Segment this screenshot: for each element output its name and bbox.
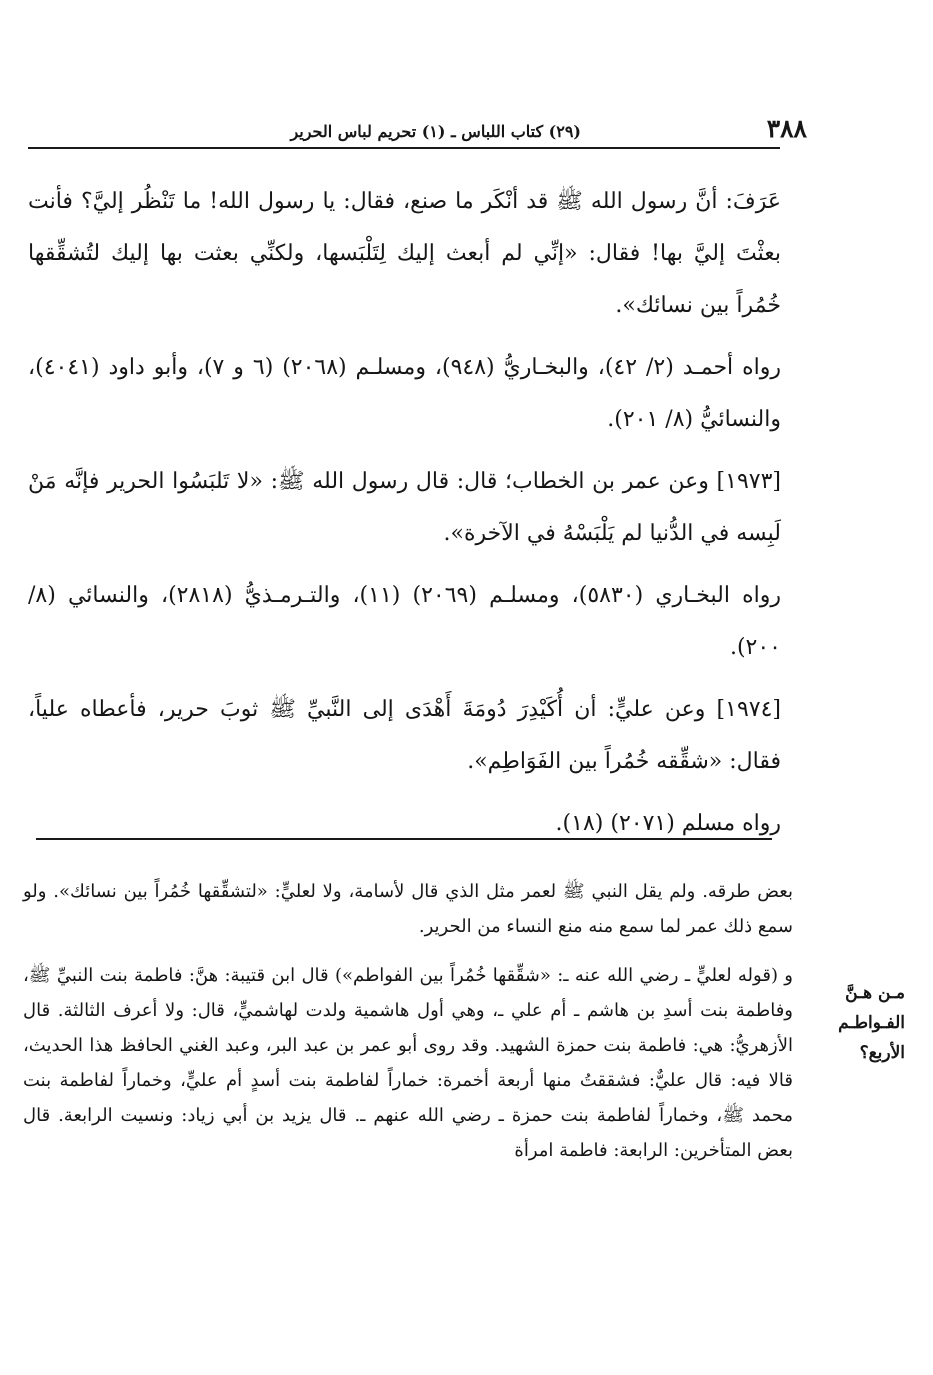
page-number: ٣٨٨: [766, 114, 807, 143]
hadith-text: [28, 176, 781, 860]
commentary-separator: [36, 838, 772, 840]
commentary-paragraph: بعض طرقه. ولم يقل النبي ﷺ لعمر مثل الذي قال لأسامة، ولا لعليٍّ: «لتشقِّقها خُمُراً بين نسائك». ولو سمع ذلك عمر لما سمع منه منع النساء من الحرير.: [23, 881, 793, 937]
side-heading: مـن هـنَّ الفـواطـم الأربع؟: [838, 983, 905, 1063]
chapter-title: (٢٩) كتاب اللباس ـ (١) تحريم لباس الحرير: [290, 122, 581, 141]
hadith-paragraph: عَرَفَ: أنَّ رسول الله ﷺ قد أنْكَر ما صنع، فقال: يا رسول الله! ما تَنْظُر إليَّ؟ فأنت بعثْتَ إليَّ بها! فقال: «إنِّي لم أبعث إليك لِتَلْبَسها، ولكنِّي بعثت بها إليك لتُشقِّقها خُمُراً بين نسائك».: [28, 189, 781, 318]
commentary: [23, 874, 793, 1182]
takhrij-paragraph: رواه مسلم (٢٠٧١) (١٨).: [555, 811, 781, 836]
running-head: [28, 110, 811, 148]
takhrij-paragraph: رواه البخـاري (٥٨٣٠)، ومسلـم (٢٠٦٩) (١١)، والتـرمـذيُّ (٢٨١٨)، والنسائي (٨/ ٢٠٠).: [28, 583, 781, 660]
takhrij-paragraph: رواه أحمـد (٢/ ٤٢)، والبخـاريُّ (٩٤٨)، ومسلـم (٢٠٦٨) (٦ و ٧)، وأبو داود (٤٠٤١)، والنسائيُّ (٨/ ٢٠١).: [28, 355, 781, 432]
header-rule: [28, 147, 780, 149]
hadith-paragraph: [١٩٧٣] وعن عمر بن الخطاب؛ قال: قال رسول الله ﷺ: «لا تَلبَسُوا الحرير فإنَّه مَنْ لَبِسه في الدُّنيا لم يَلْبَسْهُ في الآخرة».: [28, 469, 781, 546]
commentary-paragraph: و (قوله لعليٍّ ـ رضي الله عنه ـ: «شقِّقها خُمُراً بين الفواطم») قال ابن قتيبة: هنَّ: فاطمة بنت النبيِّ ﷺ، وفاطمة بنت أسدِ بن هاشم ـ أم علي ـ، وهي أول هاشمية ولدت لهاشميٍّ، قال: ولا أعرف الثالثة. قال الأزهريُّ: هي: فاطمة بنت حمزة الشهيد. وقد روى أبو عمر بن عبد البر، وعبد الغني الحافظ هذا الحديث، قالا فيه: قال عليٌّ: فشققتُ منها أربعة أخمرة: خماراً لفاطمة بنت أسدٍ أم عليٍّ، وخماراً لفاطمة بنت محمد ﷺ، وخماراً لفاطمة بنت حمزة ـ رضي الله عنهم ـ. قال يزيد بن أبي زياد: ونسيت الرابعة. قال بعض المتأخرين: الرابعة: فاطمة امرأة: [23, 965, 793, 1161]
hadith-paragraph: [١٩٧٤] وعن عليٍّ: أن أُكَيْدِرَ دُومَةَ أَهْدَى إلى النَّبيِّ ﷺ ثوبَ حرير، فأعطاه علياً، فقال: «شقِّقه خُمُراً بين الفَوَاطِم».: [28, 697, 781, 774]
